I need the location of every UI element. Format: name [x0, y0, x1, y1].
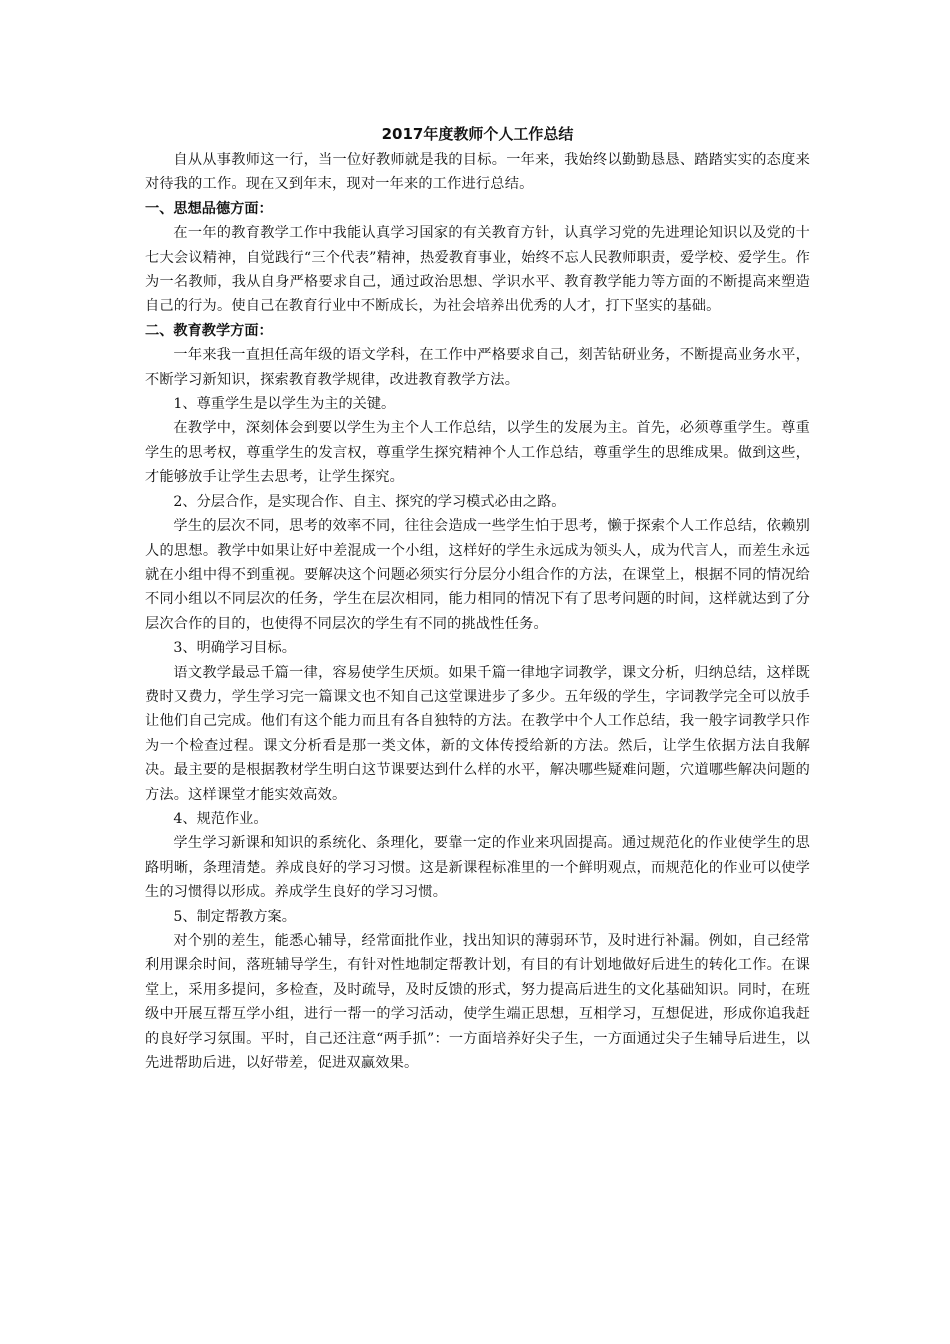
section-heading-teaching: 二、教育教学方面： — [145, 322, 273, 339]
item-body-2: 学生的层次不同，思考的效率不同，往往会造成一些学生怕于思考，懒于探索个人工作总结，依赖别人的思想。教学中如果让好中差混成一个小组，这样好的学生永远成为领头人，成为代言人，而差生永远就在小组中得不到重视。要解决这个问题必须实行分层分小组合作的方法，在课堂上，根据不同的情况给不同小组以不同层次的任务，学生在层次相同，能力相同的情况下有了思考问题的时间，这样就达到了分层次合作的目的，也使得不同层次的学生有不同的挑战性任务。 — [145, 518, 810, 632]
item-body-1: 在教学中，深刻体会到要以学生为主个人工作总结，以学生的发展为主。首先，必须尊重学生。尊重学生的思考权，尊重学生的发言权，尊重学生探究精神个人工作总结，尊重学生的思维成果。做到这些，才能够放手让学生去思考，让学生探究。 — [145, 420, 810, 486]
document-page — [145, 122, 810, 1075]
item-body-4: 学生学习新课和知识的系统化、条理化，要靠一定的作业来巩固提高。通过规范化的作业使学生的思路明晰，条理清楚。养成良好的学习习惯。这是新课程标准里的一个鲜明观点，而规范化的作业可以使学生的习惯得以形成。养成学生良好的学习习惯。 — [145, 835, 810, 901]
item-title-1: 1、尊重学生是以学生为主的关键。 — [173, 396, 396, 413]
item-title-3: 3、明确学习目标。 — [173, 640, 296, 657]
section-heading-ethics: 一、思想品德方面： — [145, 200, 273, 217]
section-body-ethics: 在一年的教育教学工作中我能认真学习国家的有关教育方针，认真学习党的先进理论知识以及党的十七大会议精神，自觉践行“三个代表”精神，热爱教育事业，始终不忘人民教师职责，爱学校、爱学生。作为一名教师，我从自身严格要求自己，通过政治思想、学识水平、教育教学能力等方面的不断提高来塑造自己的行为。使自己在教育行业中不断成长，为社会培养出优秀的人才，打下坚实的基础。 — [145, 225, 810, 315]
item-title-2: 2、分层合作，是实现合作、自主、探究的学习模式必由之路。 — [173, 493, 566, 510]
intro-paragraph: 自从从事教师这一行，当一位好教师就是我的目标。一年来，我始终以勤勤恳恳、踏踏实实的态度来对待我的工作。现在又到年末，现对一年来的工作进行总结。 — [145, 152, 810, 193]
item-title-5: 5、制定帮教方案。 — [173, 908, 296, 925]
item-body-3: 语文教学最忌千篇一律，容易使学生厌烦。如果千篇一律地字词教学，课文分析，归纳总结，这样既费时又费力，学生学习完一篇课文也不知自己这堂课进步了多少。五年级的学生，字词教学完全可以放手让他们自己完成。他们有这个能力而且有各自独特的方法。在教学中个人工作总结，我一般字词教学只作为一个检查过程。课文分析看是那一类文体，新的文体传授给新的方法。然后，让学生依据方法自我解决。最主要的是根据教材学生明白这节课要达到什么样的水平，解决哪些疑难问题，穴道哪些解决问题的方法。这样课堂才能实效高效。 — [145, 664, 810, 803]
section-intro-teaching: 一年来我一直担任高年级的语文学科，在工作中严格要求自己，刻苦钻研业务，不断提高业务水平，不断学习新知识，探索教育教学规律，改进教育教学方法。 — [145, 347, 810, 388]
item-title-4: 4、规范作业。 — [173, 810, 268, 827]
document-title: 2017年度教师个人工作总结 — [381, 125, 574, 143]
item-body-5: 对个别的差生，能悉心辅导，经常面批作业，找出知识的薄弱环节，及时进行补漏。例如，自己经常利用课余时间，落班辅导学生，有针对性地制定帮教计划，有目的有计划地做好后进生的转化工作。在课堂上，采用多提问，多检查，及时疏导，及时反馈的形式，努力提高后进生的文化基础知识。同时，在班级中开展互帮互学小组，进行一帮一的学习活动，使学生端正思想，互相学习，互想促进，形成你追我赶的良好学习氛围。平时，自己还注意“两手抓”：一方面培养好尖子生，一方面通过尖子生辅导后进生，以先进帮助后进，以好带差，促进双赢效果。 — [145, 933, 810, 1072]
